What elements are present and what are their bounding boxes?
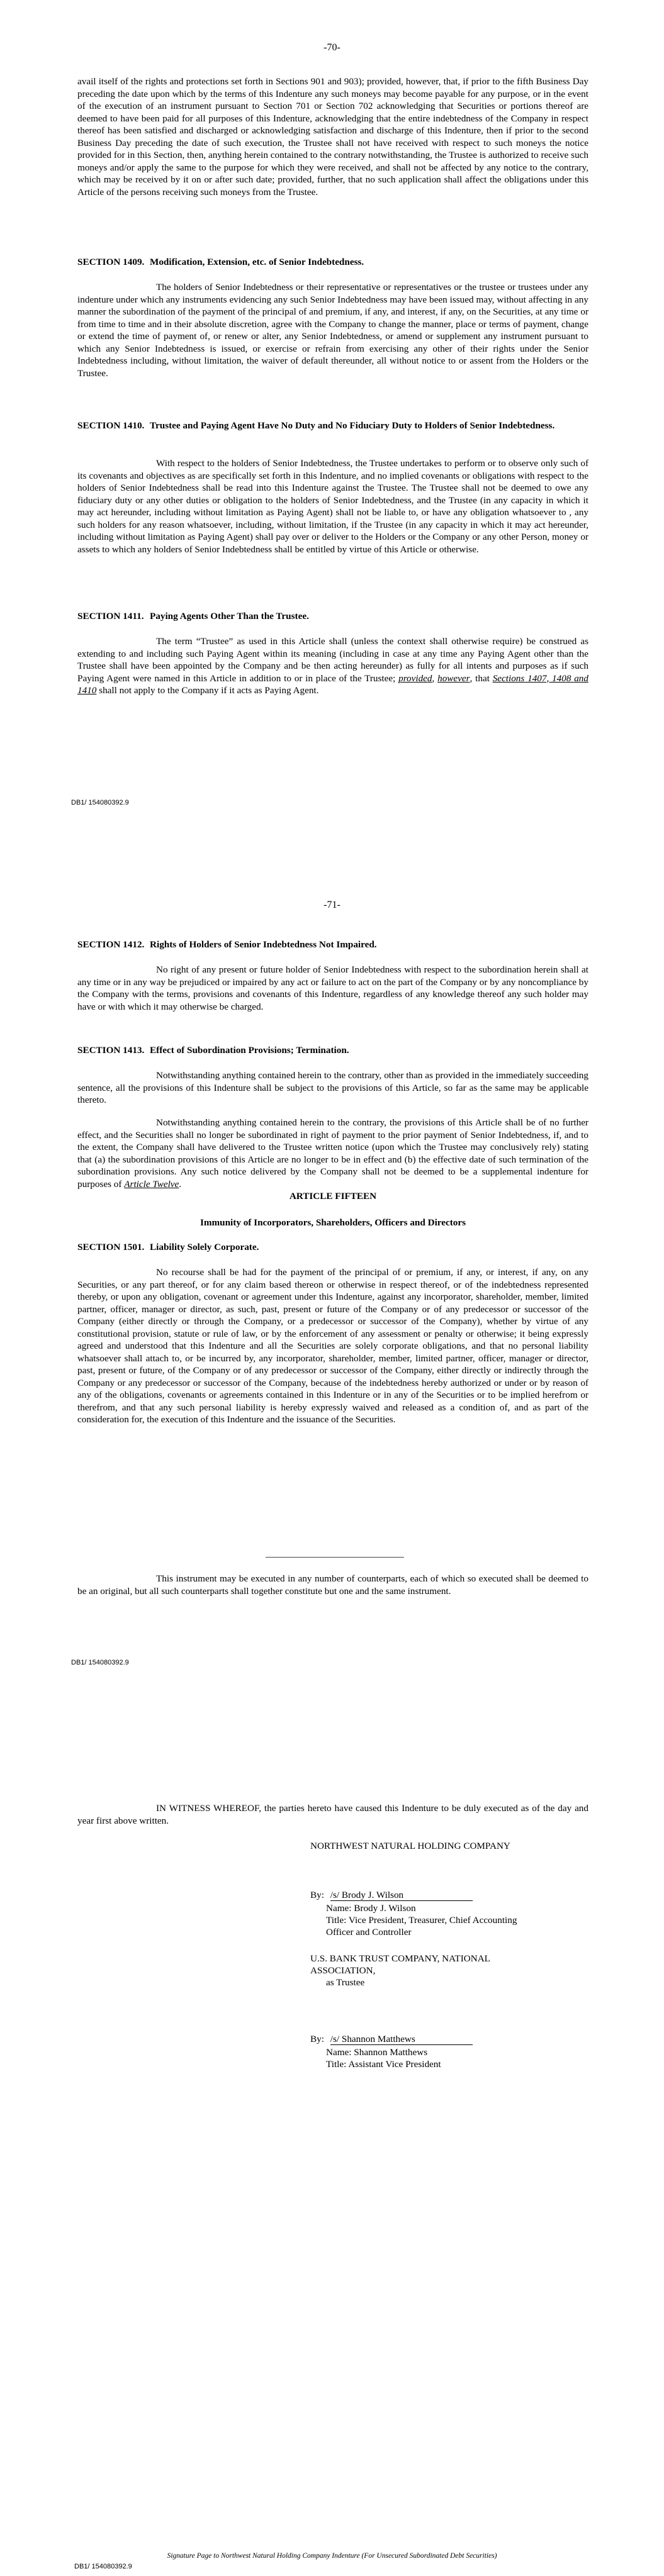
signature-matthews: /s/ Shannon Matthews — [330, 2034, 415, 2044]
document-footer: DB1/ 154080392.9 — [71, 799, 129, 806]
by-label: By: — [310, 2034, 324, 2044]
body-text: shall not apply to the Company if it acts as Paying Agent. — [99, 685, 319, 696]
section-1413-body-2: Notwithstanding anything contained herein to the contrary, the provisions of this Article shall be of no further effect, and the Securities shall no longer be subordinated in right of payment to the prior payment of Senior Indebtedness, if, and to the extent, the Company shall have delivered to the Trustee written notice (upon which the Trustee may conclusively rely) stating that (a) the subordination provisions of this Article are no longer to be in effect and (b) the effective date of such termination of the subordination provisions. Any such notice delivered by the Company shall not be deemed to be a supplemental indenture for purposes of Article Twelve. — [77, 1117, 588, 1190]
section-1501-body: No recourse shall be had for the payment of the principal of or premium, if any, or interest, if any, on any Securities, or any part thereof, or for any claim based thereon or otherwise in respect thereof, or of the indebtedness represented thereby, or upon any obligation, covenant or agreement under this Indenture, against any incorporator, shareholder, member, limited partner, officer, manager or director, as such, past, present or future of the Company or of any predecessor or successor of the Company (either directly or through the Company, or a predecessor or successor of the Company), whether by virtue of any constitutional provision, statute or rule of law, or by the enforcement of any assessment or penalty or otherwise; it being expressly agreed and understood that this Indenture and all the Securities are solely corporate obligations, and that no personal liability whatsoever shall attach to, or be incurred by, any incorporator, shareholder, member, limited partner, officer, manager or director, past, present or future, of the Company or of any predecessor or successor of the Company, either directly or indirectly through the Company or any predecessor or successor of the Company, because of the indebtedness hereby authorized or under or by reason of any of the obligations, covenants or agreements contained in this Indenture or in any of the Securities or to be implied herefrom or therefrom, and that any such personal liability is hereby expressly waived and released as a condition of, and as part of the consideration for, the execution of this Indenture and the issuance of the Securities. — [77, 1267, 588, 1425]
section-number: SECTION 1411. — [77, 611, 144, 622]
signature-page-caption: Signature Page to Northwest Natural Holding Company Indenture (For Unsecured Subordinated Debt Securities) — [167, 2552, 497, 2560]
paragraph-intro: avail itself of the rights and protections set forth in Sections 901 and 903); provided, however, that, if prior to the fifth Business Day preceding the date upon which by the terms of this Indenture any such moneys may become payable for any purpose, or in the event of the execution of an instrument pursuant to Section 701 or Section 702 acknowledging that Securities or portions thereof are deemed to have been paid for all purposes of this Indenture, acknowledging that the entire indebtedness of the Company in respect thereof has been satisfied and discharged or acknowledging satisfaction and discharge of this Indenture, then if prior to the second Business Day preceding the date of such execution, the Trustee shall not have received with respect to such moneys the notice provided for in this Section, then, anything herein contained to the contrary notwithstanding, the Trustee is authorized to receive such moneys and/or apply the same to the purpose for which they were received, and shall not be affected by any notice to the contrary, which may be received by it on or after such date; provided, further, that no such application shall affect the obligations under this Article of the persons receiving such moneys from the Trustee. — [77, 76, 588, 198]
section-title: Effect of Subordination Provisions; Termination. — [150, 1045, 349, 1056]
signer-title-wilson-1: Title: Vice President, Treasurer, Chief Accounting — [326, 1915, 517, 1926]
counterparts-paragraph: This instrument may be executed in any number of counterparts, each of which so executed shall be deemed to be an original, but all such counterparts shall together constitute but one and the same instrument. — [77, 1573, 588, 1597]
section-number: SECTION 1412. — [77, 939, 145, 950]
by-label: By: — [310, 1890, 324, 1900]
signature-line — [330, 1890, 473, 1901]
page-number: -71- — [324, 900, 340, 910]
section-heading-1409 — [77, 256, 588, 269]
document-footer: DB1/ 154080392.9 — [74, 2563, 132, 2570]
section-heading-1501 — [77, 1241, 588, 1254]
signature-line — [330, 2034, 473, 2045]
company-role: as Trustee — [326, 1977, 365, 1988]
company-name-usbank-1: U.S. BANK TRUST COMPANY, NATIONAL — [310, 1953, 490, 1964]
signer-title-matthews: Title: Assistant Vice President — [326, 2059, 441, 2070]
article-heading: ARTICLE FIFTEEN — [289, 1191, 377, 1202]
section-number: SECTION 1409. — [77, 257, 145, 267]
section-number: SECTION 1410. — [77, 420, 145, 431]
company-name-northwest: NORTHWEST NATURAL HOLDING COMPANY — [310, 1841, 510, 1851]
signature-block-wilson — [310, 1889, 473, 1901]
article-reference: Article Twelve — [124, 1178, 179, 1190]
divider-rule — [266, 1557, 404, 1558]
section-1411-body: The term “Trustee” as used in this Article shall (unless the context shall otherwise require) be construed as extending to and including such Paying Agent within its meaning (including in case at any time any Paying Agent other than the Trustee shall have been appointed by the Company and be then acting hereunder) as fully for all intents and purposes as if such Paying Agent were named in this Article in addition to or in place of the Trustee; provided, however, that Sections 1407, 1408 and 1410 shall not apply to the Company if it acts as Paying Agent. — [77, 636, 588, 696]
section-1412-body: No right of any present or future holder of Senior Indebtedness with respect to the subordination herein shall at any time or in any way be prejudiced or impaired by any act or failure to act on the part of the Company or by any noncompliance by the Company with the terms, provisions and covenants of this Indenture, regardless of any knowledge thereof any such holder may have or with which it may otherwise be charged. — [77, 964, 588, 1012]
section-title: Paying Agents Other Than the Trustee. — [150, 611, 309, 622]
section-title: Rights of Holders of Senior Indebtedness Not Impaired. — [150, 939, 377, 950]
body-text: , that — [470, 672, 490, 684]
provided-term: provided — [398, 672, 432, 684]
witness-paragraph: IN WITNESS WHEREOF, the parties hereto have caused this Indenture to be duly executed as of the day and year first above written. — [77, 1803, 588, 1826]
section-heading-1413 — [77, 1044, 588, 1057]
section-title: Trustee and Paying Agent Have No Duty and No Fiduciary Duty to Holders of Senior Indebtedness. — [150, 420, 555, 431]
section-title: Modification, Extension, etc. of Senior Indebtedness. — [150, 257, 364, 267]
signer-name-matthews: Name: Shannon Matthews — [326, 2047, 428, 2058]
section-1410-body: With respect to the holders of Senior Indebtedness, the Trustee undertakes to perform or to observe only such of its covenants and objectives as are specifically set forth in this Indenture, and no implied covenants or obligations with respect to the holders of Senior Indebtedness shall be read into this Indenture against the Trustee. The Trustee shall not be deemed to owe any fiduciary duty or any other duties or obligation to the holders of Senior Indebtedness, and the Trustee (in any capacity in which it may act hereunder, including without limitation as Paying Agent) shall not be liable to, or have any obligation whatsoever to , any such holders for any reason whatsoever, including, without limitation, if the Trustee (in any capacity in which it may act hereunder, including without limitation as Paying Agent) shall pay over or deliver to the Holders or the Company or any other Person, money or assets to which any holders of Senior Indebtedness shall be entitled by virtue of this Article or otherwise. — [77, 458, 588, 555]
signature-block-matthews — [310, 2033, 473, 2045]
section-reference: Sections 1407, 1408 and 1410 — [77, 672, 588, 696]
section-heading-1410 — [77, 420, 588, 432]
section-number: SECTION 1413. — [77, 1045, 145, 1056]
article-subheading: Immunity of Incorporators, Shareholders, Officers and Directors — [200, 1217, 466, 1228]
section-heading-1411 — [77, 610, 588, 623]
section-heading-1412 — [77, 939, 588, 951]
section-number: SECTION 1501. — [77, 1242, 145, 1252]
signer-title-wilson-2: Officer and Controller — [326, 1927, 412, 1938]
section-1409-body: The holders of Senior Indebtedness or their representative or representatives or the trustee or trustees under any indenture under which any instruments evidencing any such Senior Indebtedness may have been issued may, without affecting in any manner the subordination of the payment of the principal of and premium, if any, and interest, if any, on the Securities, at any time or from time to time and in their absolute discretion, agree with the Company to change the manner, place or terms of payment, change or extend the time of payment of, or renew or alter, any Senior Indebtedness, or amend or supplement any instrument pursuant to which any Senior Indebtedness is issued, or exercise or refrain from exercising any other of their rights under the Senior Indebtedness including, without limitation, the waiver of default thereunder, all without notice to or assent from the Holders or the Trustee. — [77, 282, 588, 379]
section-title: Liability Solely Corporate. — [150, 1242, 259, 1252]
however-term: however — [437, 672, 470, 684]
body-text: The term “Trustee” as used in this Article shall (unless the context shall otherwise require) be construed as extending to and including such Paying Agent within its meaning (including in case at any time any Paying Agent other than the Trustee shall have been appointed by the Company and be then acting hereunder) as fully for all intents and purposes as if such Paying Agent were named in this Article in addition to or in place of the Trustee; — [77, 636, 588, 684]
signature-wilson: /s/ Brody J. Wilson — [330, 1890, 404, 1900]
section-1413-body-1: Notwithstanding anything contained herein to the contrary, other than as provided in the immediately succeeding sentence, all the provisions of this Indenture shall be subject to the provisions of this Article, so far as the same may be applicable thereto. — [77, 1070, 588, 1105]
page-number: -70- — [324, 42, 340, 53]
body-text: Notwithstanding anything contained herein to the contrary, the provisions of this Article shall be of no further effect, and the Securities shall no longer be subordinated in right of payment to the prior payment of Senior Indebtedness, if, and to the extent, the Company shall have delivered to the Trustee written notice (upon which the Trustee may conclusively rely) stating that (a) the subordination provisions of this Article are no longer to be in effect and (b) the effective date of such termination of the subordination provisions. Any such notice delivered by the Company shall not be deemed to be a supplemental indenture for purposes of — [77, 1117, 588, 1190]
document-footer: DB1/ 154080392.9 — [71, 1659, 129, 1666]
signer-name-wilson: Name: Brody J. Wilson — [326, 1903, 416, 1914]
company-name-usbank-2: ASSOCIATION, — [310, 1965, 376, 1976]
